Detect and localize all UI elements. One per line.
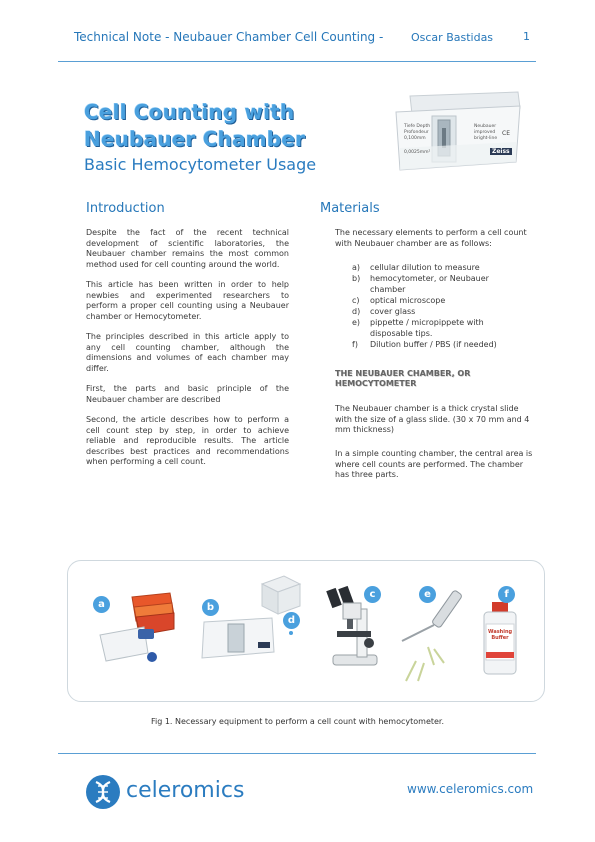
cover-glass-box-image [258, 574, 304, 618]
cover-glass-dot [289, 631, 293, 635]
header-title: Technical Note - Neubauer Chamber Cell Counting - [74, 30, 384, 44]
page-number: 1 [523, 30, 530, 43]
product-label-left-4: 0,0025mm² [404, 150, 431, 155]
badge-c: c [364, 586, 381, 603]
product-label-right-2: improved [474, 130, 496, 135]
intro-paragraph: The principles described in this article apply to any cell counting chamber, although the dimensions and volumes of each chamber may differ. [86, 332, 289, 373]
badge-d: d [283, 612, 300, 629]
intro-paragraph: Despite the fact of the recent technical development of scientific laboratories, the Neubauer chamber remains the most common method used for cell counting around the world. [86, 228, 289, 269]
neubauer-subheading: THE NEUBAUER CHAMBER, OR HEMOCYTOMETER [335, 369, 471, 388]
list-item: e) pippette / micropippete with disposable tips. [352, 318, 484, 338]
ce-mark: CE [502, 130, 510, 137]
hemocytometer-product-image [392, 88, 524, 174]
badge-b: b [202, 599, 219, 616]
subtitle: Basic Hemocytometer Usage [84, 155, 317, 174]
list-item: a) cellular dilution to measure [352, 263, 480, 272]
website-link[interactable]: www.celeromics.com [407, 782, 534, 796]
list-item: c) optical microscope [352, 296, 446, 305]
product-label-right-1: Neubauer [474, 124, 497, 129]
list-item: b) hemocytometer, or Neubauer chamber [352, 274, 489, 294]
neubauer-chamber-image [198, 612, 278, 662]
celeromics-logo-icon [85, 774, 121, 810]
title-line-1: Cell Counting with [84, 100, 295, 124]
list-item: f) Dilution buffer / PBS (if needed) [352, 340, 497, 349]
intro-paragraph: This article has been written in order to help newbies and experimented researchers to perform a proper cell counting using a Neubauer chamber or Hemocytometer. [86, 280, 289, 321]
header-author: Oscar Bastidas [411, 31, 494, 44]
neubauer-paragraph-2: In a simple counting chamber, the central area is where cell counts are performed. The chamber has three parts. [335, 449, 533, 479]
introduction-body [86, 228, 289, 468]
materials-list [352, 262, 522, 350]
badge-f: f [498, 586, 515, 603]
header-rule [58, 61, 536, 62]
product-label-left-3: 0,100mm [404, 136, 426, 141]
product-label-left-2: Profondeur [404, 130, 429, 135]
list-item: d) cover glass [352, 307, 416, 316]
badge-a: a [93, 596, 110, 613]
figure-caption: Fig 1. Necessary equipment to perform a cell count with hemocytometer. [150, 717, 445, 726]
bottle-label: Washing Buffer [488, 629, 513, 641]
product-label-right-3: bright-line [474, 136, 498, 141]
brand-name: celeromics [126, 778, 245, 803]
footer-rule [58, 753, 536, 754]
materials-intro: The necessary elements to perform a cell count with Neubauer chamber are as follows: [335, 228, 527, 248]
introduction-heading: Introduction [86, 201, 165, 216]
badge-e: e [419, 586, 436, 603]
intro-paragraph: First, the parts and basic principle of the Neubauer chamber are described [86, 384, 289, 404]
title-line-2: Neubauer Chamber [84, 127, 306, 151]
neubauer-paragraph-1: The Neubauer chamber is a thick crystal slide with the size of a glass slide. (30 x 70 mm and 4 mm thickness) [335, 404, 530, 434]
product-label-left-1: Tiefe Depth [404, 124, 431, 129]
intro-paragraph: Second, the article describes how to perform a cell count step by step, in order to achieve reliable and reproducible results. The article describes best practices and recommendations when performing a cell count. [86, 415, 289, 466]
brand-mark: Zeiss [492, 148, 510, 155]
materials-heading: Materials [320, 201, 380, 216]
